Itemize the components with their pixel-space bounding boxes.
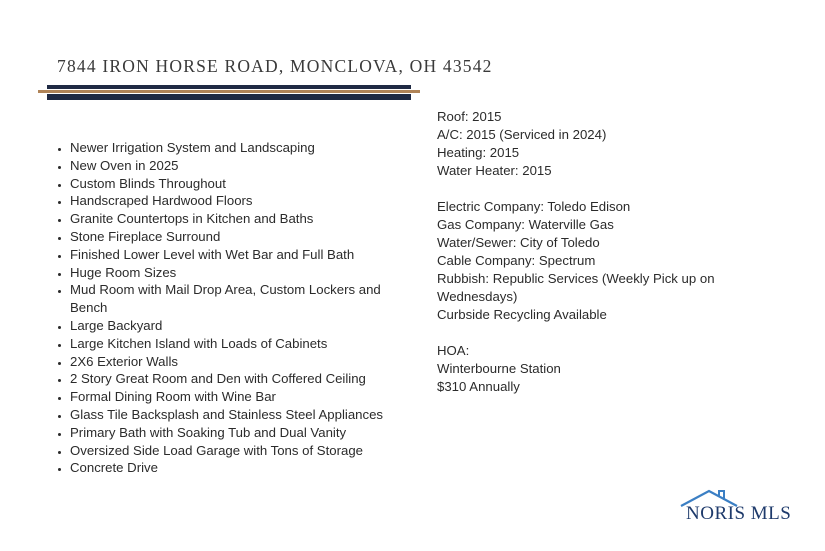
water-sewer: Water/Sewer: City of Toledo <box>437 235 600 250</box>
feature-item: • Custom Blinds Throughout <box>70 175 420 193</box>
water-heater-year: Water Heater: 2015 <box>437 163 552 178</box>
cable-company: Cable Company: Spectrum <box>437 253 596 268</box>
rubbish-service: Rubbish: Republic Services (Weekly Pick up on Wednesdays) <box>437 271 715 304</box>
page-title: 7844 IRON HORSE ROAD, MONCLOVA, OH 43542 <box>57 56 493 76</box>
recycling: Curbside Recycling Available <box>437 307 607 322</box>
feature-item: • Formal Dining Room with Wine Bar <box>70 388 420 406</box>
feature-item: • Finished Lower Level with Wet Bar and Full Bath <box>70 246 420 264</box>
feature-item: • 2X6 Exterior Walls <box>70 353 420 371</box>
features-list <box>52 139 420 477</box>
feature-item: • New Oven in 2025 <box>70 157 420 175</box>
hoa-name: Winterbourne Station <box>437 361 561 376</box>
hoa-label: HOA: <box>437 343 470 358</box>
logo-text: NORIS MLS <box>686 503 792 524</box>
title-rule-navy-bottom <box>47 94 411 100</box>
feature-item: • Granite Countertops in Kitchen and Baths <box>70 210 420 228</box>
feature-item: • Stone Fireplace Surround <box>70 228 420 246</box>
title-rule-navy-top <box>47 85 411 89</box>
roof-year: Roof: 2015 <box>437 109 502 124</box>
feature-item: • Handscraped Hardwood Floors <box>70 192 420 210</box>
feature-item: • Oversized Side Load Garage with Tons of Storage <box>70 442 420 460</box>
gas-company: Gas Company: Waterville Gas <box>437 217 614 232</box>
ac-year: A/C: 2015 (Serviced in 2024) <box>437 127 607 142</box>
feature-item: • 2 Story Great Room and Den with Coffered Ceiling <box>70 370 420 388</box>
feature-item: • Concrete Drive <box>70 459 420 477</box>
noris-mls-logo <box>676 488 804 528</box>
title-rule-gold <box>38 90 420 93</box>
hoa-fee: $310 Annually <box>437 379 520 394</box>
feature-item: • Large Backyard <box>70 317 420 335</box>
property-details <box>437 108 767 396</box>
heating-year: Heating: 2015 <box>437 145 520 160</box>
electric-company: Electric Company: Toledo Edison <box>437 199 631 214</box>
section-spacer <box>437 324 767 342</box>
feature-item: • Primary Bath with Soaking Tub and Dual Vanity <box>70 424 420 442</box>
feature-item: • Large Kitchen Island with Loads of Cabinets <box>70 335 420 353</box>
feature-item: • Mud Room with Mail Drop Area, Custom Lockers and Bench <box>70 281 420 317</box>
feature-item: • Glass Tile Backsplash and Stainless Steel Appliances <box>70 406 420 424</box>
feature-item: • Huge Room Sizes <box>70 264 420 282</box>
feature-item: • Newer Irrigation System and Landscaping <box>70 139 420 157</box>
section-spacer <box>437 180 767 198</box>
